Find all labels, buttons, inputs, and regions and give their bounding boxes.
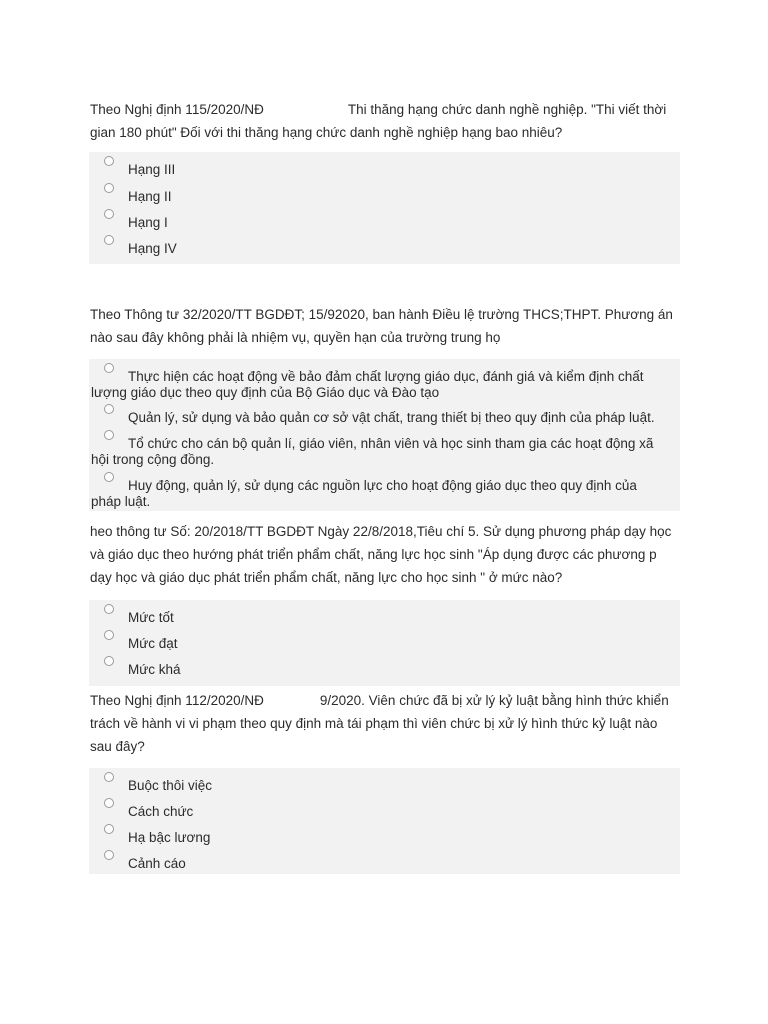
option-label: Hạ bậc lương — [128, 830, 211, 845]
option-label: Huy động, quản lý, sử dụng các nguồn lực cho hoạt động giáo dục theo quy định của pháp luật. — [91, 478, 637, 509]
option-label: Cách chức — [128, 804, 194, 819]
radio-button[interactable] — [104, 156, 114, 166]
radio-button[interactable] — [104, 363, 114, 373]
radio-button[interactable] — [104, 235, 114, 245]
option-4-4[interactable] — [89, 856, 680, 872]
option-label: Tổ chức cho cán bộ quản lí, giáo viên, nhân viên và học sinh tham gia các hoạt động xã hội trong cộng đồng. — [91, 436, 654, 467]
radio-button[interactable] — [104, 656, 114, 666]
option-label: Quản lý, sử dụng và bảo quản cơ sở vật chất, trang thiết bị theo quy định của pháp luật. — [128, 410, 655, 425]
radio-button[interactable] — [104, 772, 114, 782]
radio-button[interactable] — [104, 183, 114, 193]
option-label: Cảnh cáo — [128, 856, 186, 871]
question-2-options — [89, 359, 680, 511]
option-label: Mức đạt — [128, 636, 178, 651]
radio-button[interactable] — [104, 798, 114, 808]
option-4-1[interactable] — [89, 778, 680, 794]
radio-button[interactable] — [104, 209, 114, 219]
question-1-options — [89, 152, 680, 264]
option-3-1[interactable] — [89, 610, 680, 626]
option-label: Hạng II — [128, 189, 172, 204]
option-label: Buộc thôi việc — [128, 778, 213, 793]
option-label: Thực hiện các hoạt động về bảo đảm chất lượng giáo dục, đánh giá và kiểm định chất lượng giáo dục theo quy định của Bộ Giáo dục và Đào tạo — [91, 369, 644, 400]
question-1-stem-part-a: Theo Nghị định 115/2020/NĐ — [90, 102, 264, 117]
question-2-stem: Theo Thông tư 32/2020/TT BGDĐT; 15/92020, ban hành Điều lệ trường THCS;THPT. Phương án nào sau đây không phải là nhiệm vụ, quyền hạn của trường trung họ — [90, 307, 673, 345]
question-3-stem: heo thông tư Số: 20/2018/TT BGDĐT Ngày 22/8/2018,Tiêu chí 5. Sử dụng phương pháp dạy học và giáo dục theo hướng phát triển phẩm chất, năng lực học sinh "Áp dụng được các phương p dạy học và giáo dục phát triển phẩm chất, năng lực cho học sinh " ở mức nào? — [90, 524, 672, 585]
radio-button[interactable] — [104, 472, 114, 482]
option-2-1[interactable] — [89, 369, 678, 401]
option-1-4[interactable] — [89, 241, 680, 257]
question-4-options — [89, 768, 680, 874]
radio-button[interactable] — [104, 430, 114, 440]
option-2-2[interactable] — [89, 410, 678, 426]
option-label: Hạng IV — [128, 241, 177, 256]
question-3-options — [89, 600, 680, 686]
question-4-stem-part-b: 9/2020. Viên chức đã bị xử lý kỷ luật bằng hình thức khiển trách về hành vi vi phạm theo quy định mà tái phạm thì viên chức bị xử lý hình thức kỷ luật nào sau đây? — [90, 693, 669, 754]
option-2-3[interactable] — [89, 436, 678, 468]
option-1-2[interactable] — [89, 189, 680, 205]
option-3-3[interactable] — [89, 662, 680, 678]
option-4-3[interactable] — [89, 830, 680, 846]
option-2-4[interactable] — [89, 478, 678, 510]
option-3-2[interactable] — [89, 636, 680, 652]
option-label: Hạng I — [128, 215, 168, 230]
option-label: Mức khá — [128, 662, 181, 677]
question-4-stem — [90, 689, 680, 758]
radio-button[interactable] — [104, 404, 114, 414]
radio-button[interactable] — [104, 824, 114, 834]
question-1-stem — [90, 98, 680, 144]
option-label: Mức tốt — [128, 610, 174, 625]
option-1-3[interactable] — [89, 215, 680, 231]
radio-button[interactable] — [104, 630, 114, 640]
option-4-2[interactable] — [89, 804, 680, 820]
radio-button[interactable] — [104, 850, 114, 860]
option-1-1[interactable] — [89, 162, 680, 178]
question-1-stem-part-b: Thi thăng hạng chức danh nghề nghiệp. "Thi viết thời gian 180 phút" Đối với thi thăng hạng chức danh nghề nghiệp hạng bao nhiêu? — [90, 102, 667, 140]
option-label: Hạng III — [128, 162, 176, 177]
radio-button[interactable] — [104, 604, 114, 614]
question-4-stem-part-a: Theo Nghị định 112/2020/NĐ — [90, 693, 264, 708]
